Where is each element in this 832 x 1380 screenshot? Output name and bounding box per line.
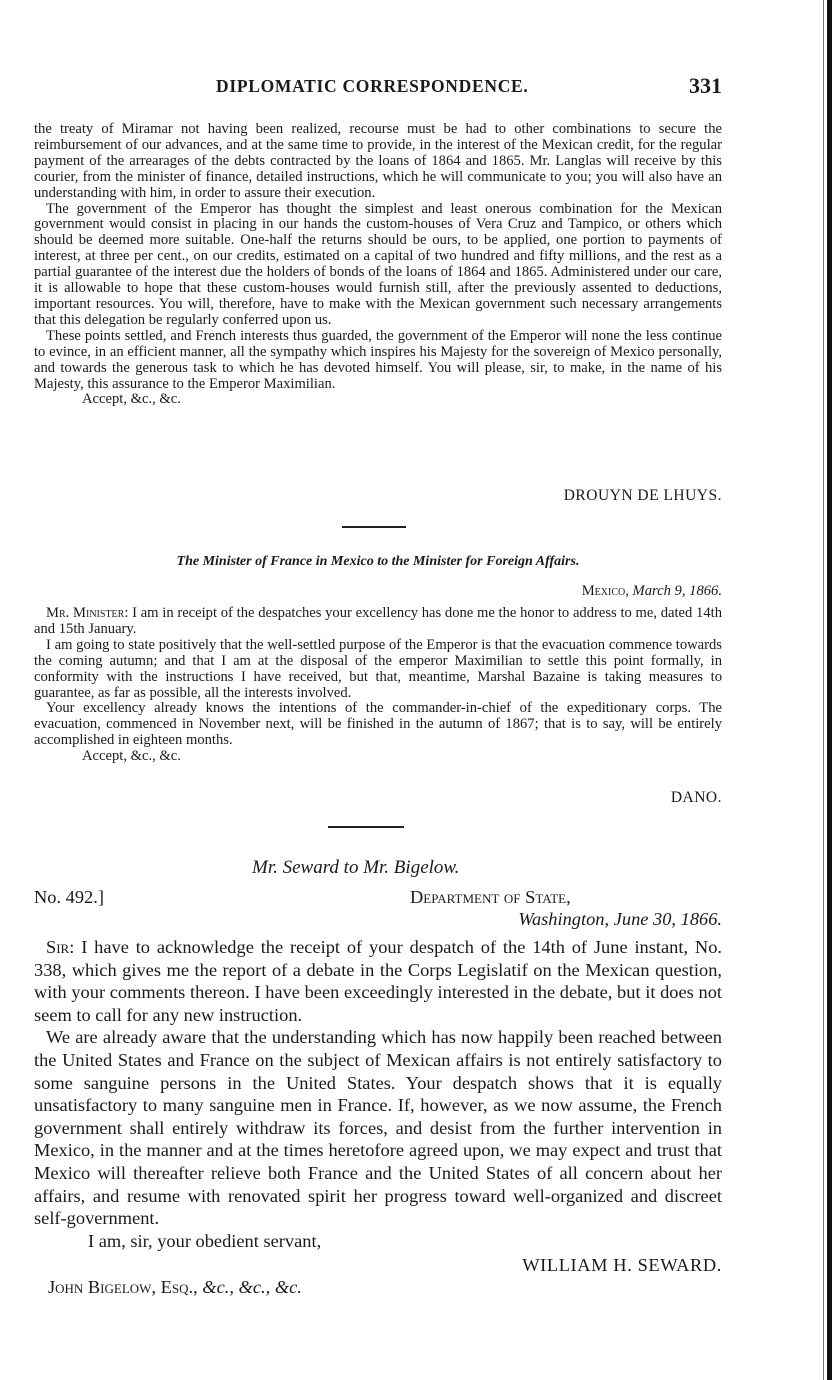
closing: Accept, &c., &c.: [82, 391, 181, 408]
department: Department of State,: [410, 887, 571, 907]
signature-seward: WILLIAM H. SEWARD.: [522, 1255, 722, 1275]
paragraph: I am going to state positively that the well-settled purpose of the Emperor is that the evacuation commence towards the coming autumn; and that I am at the disposal of the emperor Maximilian to settle this point formally, in conformity with the instructions I have received, but that, meantime, Marshal Bazaine is taking measures to guarantee, as far as possible, all the interests involved.: [34, 636, 722, 701]
signature-drouyn: DROUYN DE LHUYS.: [563, 487, 722, 504]
paragraph-first: [34, 606, 722, 638]
running-title: DIPLOMATIC CORRESPONDENCE.: [216, 76, 529, 96]
letter-dano-heading: The Minister of France in Mexico to the Minister for Foreign Affairs.: [176, 554, 580, 569]
salutation: Sir:: [46, 937, 75, 957]
closing: Accept, &c., &c.: [82, 748, 181, 765]
letter-seward-body: [34, 936, 722, 1252]
addressee: [48, 1276, 668, 1299]
running-header: [34, 73, 722, 100]
page-edge-line: [823, 0, 824, 1380]
dateline-date: June 30, 1866.: [613, 909, 722, 929]
addressee-name: John Bigelow, Esq.,: [48, 1277, 198, 1297]
letter-drouyn-body: [34, 122, 722, 408]
paragraph: The government of the Emperor has thought the simplest and least onerous combination for the Mexican government would consist in placing in our hands the custom-houses of Vera Cruz and Tampico, or others which should be deemed more suitable. One-half the returns should be ours, to be applied, one portion to payments of interest, at three per cent., on our credits, estimated on a capital of two hundred and fifty millions, and the rest as a partial guarantee of the interest due the holders of bonds of the loans of 1864 and 1865. Administered under our care, it is allowable to hope that these custom-houses would furnish still, after the previously assented to deductions, important resources. You will, therefore, have to make with the Mexican government such necessary arrangements that this delegation be regularly conferred upon us.: [34, 200, 722, 328]
salutation: Mr. Minister:: [46, 605, 129, 621]
letter-seward-date: [34, 908, 722, 931]
paragraph-text: I have to acknowledge the receipt of your despatch of the 14th of June instant, No. 338, which gives me the report of a debate in the Corps Legislatif on the Mexican question, with your comments thereon. I have been exceedingly interested in the debate, but it does not seem to call for any new instruction.: [34, 937, 722, 1025]
page-edge-shadow: [827, 0, 832, 1380]
page-number: 331: [689, 73, 722, 98]
paragraph: We are already aware that the understanding which has now happily been reached between the United States and France on the subject of Mexican affairs is not entirely satisfactory to some sanguine persons in the United States. Your despatch shows that it is equally unsatisfactory to many sanguine men in France. If, however, as we now assume, the French government shall entirely withdraw its forces, and desist from the further intervention in Mexico, in the manner and at the times heretofore agreed upon, we may expect and trust that Mexico will thereafter relieve both France and the United States of all concern about her affairs, and resume with renovated spirit her progress toward well-organized and discreet self-government.: [34, 1027, 722, 1229]
dateline-month: March 9, 1866.: [632, 583, 722, 599]
letter-seward-dateline: [34, 886, 722, 909]
paragraph-text: I am in receipt of the despatches your excellency has done me the honor to address to me, dated 14th and 15th January.: [34, 605, 722, 637]
paragraph-first: [34, 936, 722, 1026]
letter-dano-dateline: [34, 584, 722, 600]
letter-dano-body: [34, 606, 722, 765]
dateline-place: Mexico,: [581, 583, 629, 599]
separator-rule: [342, 526, 406, 528]
closing: I am, sir, your obedient servant,: [88, 1230, 322, 1251]
dateline-city: Washington,: [518, 909, 610, 929]
despatch-number: No. 492.]: [34, 887, 104, 907]
letter-seward-heading: Mr. Seward to Mr. Bigelow.: [252, 857, 460, 878]
separator-rule: [328, 826, 404, 828]
paragraph: the treaty of Miramar not having been realized, recourse must be had to other combinations to secure the reimbursement of our advances, and at the same time to provide, in the interest of the Mexican credit, for the regular payment of the arrearages of the debts contracted by the loans of 1864 and 1865. Mr. Langlas will receive by this courier, from the minister of finance, detailed instructions, which he will communicate to you; you will also have an understanding with him, in order to assure their execution.: [34, 121, 722, 201]
signature-dano: DANO.: [670, 789, 722, 806]
paragraph: These points settled, and French interests thus guarded, the government of the Emperor will none the less continue to evince, in an efficient manner, all the sympathy which inspires his Majesty for the sovereign of Mexico personally, and towards the generous task to which he has devoted himself. You will please, sir, to make, in the name of his Majesty, this assurance to the Emperor Maximilian.: [34, 327, 722, 392]
addressee-suffix: &c., &c., &c.: [202, 1277, 302, 1297]
paragraph: Your excellency already knows the intentions of the commander-in-chief of the expeditionary corps. The evacuation, commenced in November next, will be finished in the autumn of 1867; that is to say, will be entirely accomplished in eighteen months.: [34, 700, 722, 749]
